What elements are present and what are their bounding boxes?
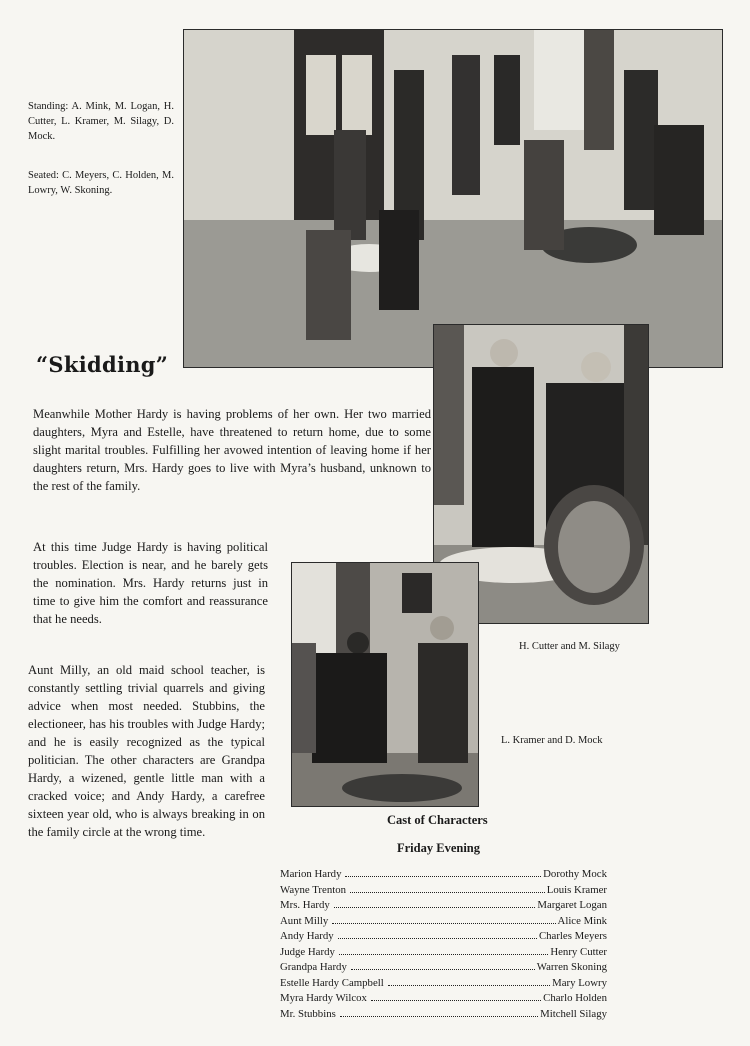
cast-entry	[280, 946, 607, 962]
actor-name: Charles Meyers	[538, 930, 607, 942]
seated-caption: Seated: C. Meyers, C. Holden, M. Lowry, W. Skoning.	[28, 170, 174, 196]
paragraph-3: Aunt Milly, an old maid school teacher, is constantly settling trivial quarrels and giving advice when most needed. Stubbins, the electioneer, has his troubles with Judge Hardy; and he is easily recognized as the typical politician. The other characters are Grandpa Hardy, a wizened, gentle little man with a cracked voice; and Andy Hardy, a carefree sixteen year old, who is always breaking in on the family circle at the wrong time.	[28, 663, 265, 839]
dot-leader	[334, 907, 536, 908]
dot-leader	[345, 876, 541, 877]
dot-leader	[338, 938, 537, 939]
dot-leader	[388, 985, 550, 986]
dot-leader	[371, 1000, 541, 1001]
cast-entry	[280, 930, 607, 946]
dot-leader	[332, 923, 555, 924]
actor-name: Charlo Holden	[543, 992, 607, 1004]
actor-name: Dorothy Mock	[543, 868, 607, 880]
cast-entry	[280, 1008, 607, 1024]
standing-caption: Standing: A. Mink, M. Logan, H. Cutter, L. Kramer, M. Silagy, D. Mock.	[28, 101, 174, 142]
paragraph-1: Meanwhile Mother Hardy is having problems of her own. Her two married daughters, Myra and Estelle, have threatened to return home, due to some slight marital troubles. Fulfilling her avowed intention of leaving home if her daughters return, Mrs. Hardy goes to live with Myra’s husband, unknown to the rest of the family.	[33, 407, 431, 493]
cast-list	[280, 868, 607, 1023]
role-name: Aunt Milly	[280, 914, 329, 927]
kneeling-scene-photo	[291, 562, 479, 807]
role-name: Grandpa Hardy	[280, 961, 347, 973]
actor-name: Mary Lowry	[552, 976, 607, 989]
actor-name: Henry Cutter	[550, 945, 607, 958]
cast-entry	[280, 884, 607, 900]
photo3-caption: L. Kramer and D. Mock	[501, 735, 603, 746]
paragraph-2: At this time Judge Hardy is having political troubles. Election is near, and he barely gets the nomination. Mrs. Hardy returns just in time to give him the comfort and reassurance that he needs.	[33, 540, 268, 626]
dot-leader	[340, 1016, 538, 1017]
cast-heading: Cast of Characters	[387, 813, 488, 827]
actor-name: Warren Skoning	[536, 961, 607, 973]
actor-name: Mitchell Silagy	[540, 1007, 607, 1020]
role-name: Myra Hardy Wilcox	[280, 992, 367, 1004]
photo2-caption: H. Cutter and M. Silagy	[519, 641, 620, 652]
stage-scene-photo	[183, 29, 723, 368]
cast-entry	[280, 977, 607, 993]
cast-entry	[280, 899, 607, 915]
role-name: Andy Hardy	[280, 930, 334, 942]
cast-subheading: Friday Evening	[397, 841, 480, 855]
actor-name: Louis Kramer	[546, 883, 607, 896]
dot-leader	[339, 954, 548, 955]
cast-entry	[280, 961, 607, 977]
actor-name: Margaret Logan	[537, 899, 607, 911]
role-name: Mrs. Hardy	[280, 899, 330, 911]
cast-entry	[280, 992, 607, 1008]
role-name: Estelle Hardy Campbell	[280, 976, 384, 989]
role-name: Marion Hardy	[280, 868, 342, 880]
cast-entry	[280, 868, 607, 884]
cast-entry	[280, 915, 607, 931]
role-name: Judge Hardy	[280, 945, 335, 958]
dot-leader	[350, 892, 545, 893]
actor-name: Alice Mink	[557, 914, 607, 927]
role-name: Mr. Stubbins	[280, 1007, 336, 1020]
role-name: Wayne Trenton	[280, 883, 347, 896]
play-title: “Skidding”	[36, 352, 169, 377]
dot-leader	[351, 969, 535, 970]
